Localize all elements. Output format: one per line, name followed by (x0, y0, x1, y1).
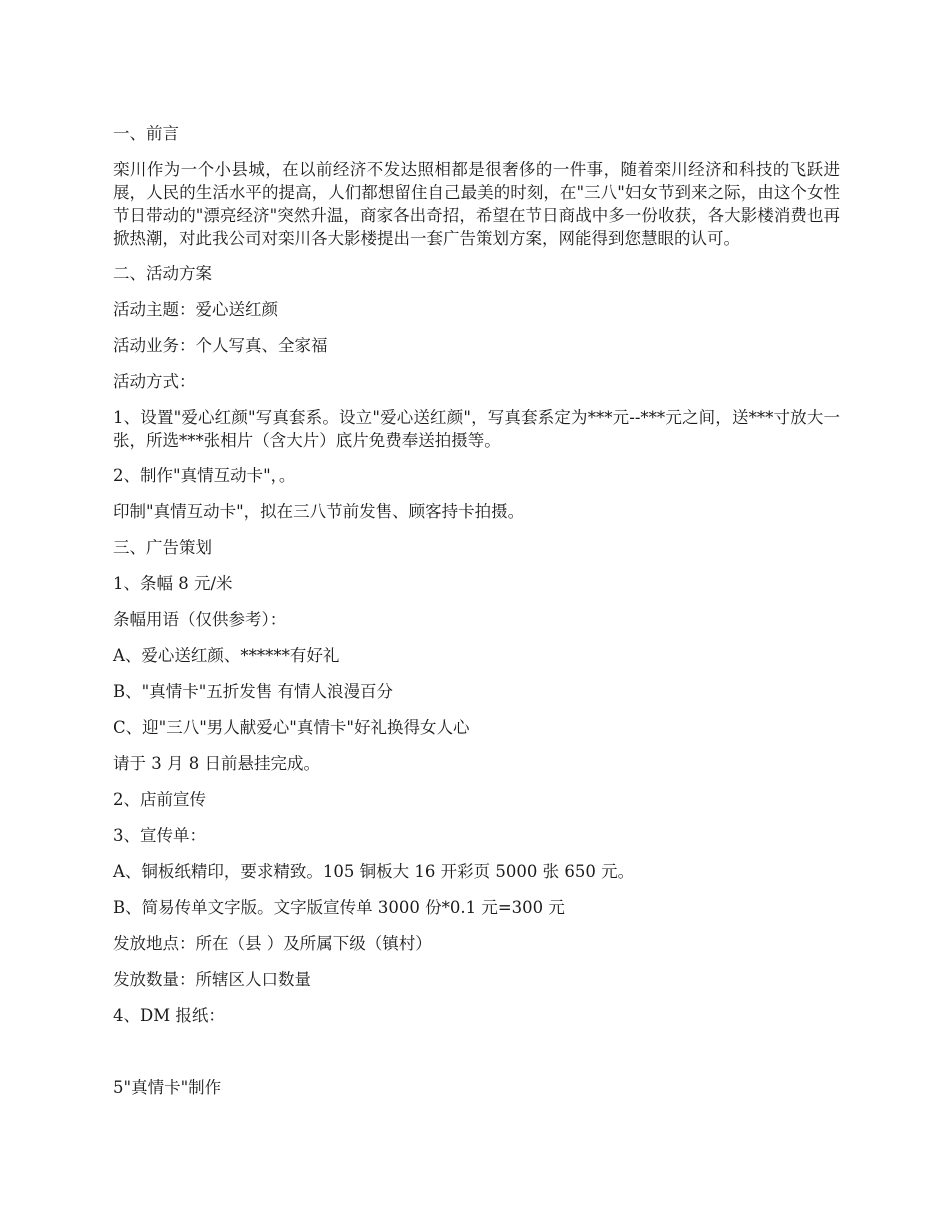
distribution-location: 发放地点：所在（县 ）及所属下级（镇村） (113, 934, 432, 953)
dm-newspaper: 4、DM 报纸： (113, 1006, 225, 1025)
banner-slogan-c: C、迎"三八"男人献爱心"真情卡"好礼换得女人心 (113, 718, 470, 737)
flyer-option-a: A、铜板纸精印，要求精致。105 铜板大 16 开彩页 5000 张 650 元。 (113, 862, 635, 881)
distribution-quantity: 发放数量：所辖区人口数量 (113, 970, 311, 989)
document-page (113, 122, 840, 1112)
activity-business: 活动业务：个人写真、全家福 (113, 336, 328, 355)
banner-slogan-a: A、爱心送红颜、******有好礼 (113, 646, 340, 665)
flyers-label: 3、宣传单： (113, 826, 206, 845)
activity-method-label: 活动方式： (113, 372, 196, 391)
card-printing-note: 印制"真情互动卡"，拟在三八节前发售、顾客持卡拍摄。 (113, 502, 525, 521)
preface-paragraph: 栾川作为一个小县城，在以前经济不发达照相都是很奢侈的一件事，随着栾川经济和科技的飞跃进展，人民的生活水平的提高，人们都想留住自己最美的时刻，在"三八"妇女节到来之际，由这个女性节日带动的"漂亮经济"突然升温，商家各出奇招，希望在节日商战中多一份收获，各大影楼消费也再掀热潮，对此我公司对栾川各大影楼提出一套广告策划方案，网能得到您慧眼的认可。 (113, 160, 840, 248)
section-heading-activity-plan: 二、活动方案 (113, 264, 212, 283)
storefront-promotion: 2、店前宣传 (113, 790, 206, 809)
activity-theme: 活动主题：爱心送红颜 (113, 300, 278, 319)
banner-slogan-b: B、"真情卡"五折发售 有情人浪漫百分 (113, 682, 394, 701)
banner-price: 1、条幅 8 元/米 (113, 574, 233, 593)
banner-deadline: 请于 3 月 8 日前悬挂完成。 (113, 754, 320, 773)
activity-method-item-1: 1、设置"爱心红颜"写真套系。设立"爱心送红颜"，写真套系定为***元--***元之间，送***寸放大一张，所选***张相片（含大片）底片免费奉送拍摄等。 (113, 408, 840, 450)
flyer-option-b: B、简易传单文字版。文字版宣传单 3000 份*0.1 元=300 元 (113, 898, 565, 917)
banner-slogans-label: 条幅用语（仅供参考）： (113, 610, 287, 629)
section-heading-ad-planning: 三、广告策划 (113, 538, 212, 557)
section-heading-preface: 一、前言 (113, 124, 179, 143)
activity-method-item-2: 2、制作"真情互动卡"，。 (113, 466, 296, 485)
card-production: 5"真情卡"制作 (113, 1078, 222, 1097)
